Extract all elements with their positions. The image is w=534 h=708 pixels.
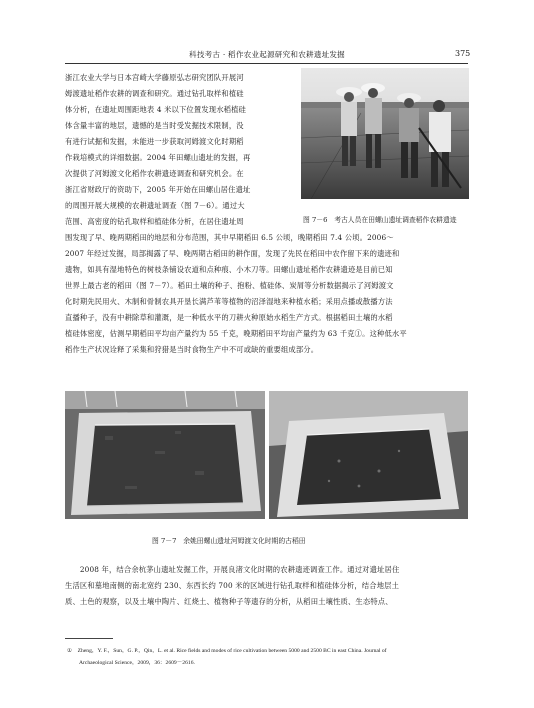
- text-line: 范围、高密度的钻孔取样和植硅体分析，在居住遗址周: [65, 217, 244, 226]
- text-line: 围发现了早、晚两期稻田的地层和分布范围，其中早期稻田 6.5 公顷，晚期稻田 7.4 公顷。2006～: [65, 233, 394, 242]
- text-line: 遗物，如具有湿地特色的树枝条铺设农道和点种痕、小木刀等。田螺山遗址稻作农耕遗迹是目前已知: [65, 265, 393, 274]
- text-line: 质、土色的观察，以及土壤中陶片、红烧土、植物种子等遗存的分析，从稻田土壤性质、生态特点、: [65, 597, 393, 606]
- text-line: 浙江农业大学与日本宫崎大学藤原弘志研究团队开展河: [65, 73, 244, 82]
- text-line: 2007 年经过发掘，局部揭露了早、晚两期古稻田的耕作面，发现了先民在稻田中农作留下来的遗迹和: [65, 249, 400, 258]
- text-line: 作栽培模式的详细数据。2004 年田螺山遗址的发掘，再: [65, 153, 251, 162]
- text-line: 体含量丰富的地层，遗憾的是当时受发掘技术限制，没: [65, 121, 244, 130]
- text-line: 直播种子，没有中耕除草和灌溉，是一种低水平的刀耕火种原始水稻生产方式。根据稻田土壤的水稻: [65, 313, 393, 322]
- text-line: 有进行试掘和发掘，未能进一步获取河姆渡文化时期稻: [65, 137, 244, 146]
- text-line: 化时期先民用火、木制和骨制农具开垦长满芦苇等植物的沼泽湿地来种植水稻；采用点播或散播方法: [65, 297, 393, 306]
- text-line: 姆渡遗址稻作农耕的调查和研究。通过钻孔取样和植硅: [65, 89, 244, 98]
- figure-7-7-photo-right: [269, 391, 468, 519]
- running-header-title: 科技考古 · 稻作农业起源研究和农耕遗址发掘: [189, 50, 345, 59]
- text-line: 体分析，在遗址周围距地表 4 米以下位置发现水稻植硅: [65, 105, 247, 114]
- text-line: 次提供了河姆渡文化稻作农耕遗迹调查和研究机会。在: [65, 169, 244, 178]
- figure-7-6-photo: [301, 68, 469, 199]
- page-number: 375: [455, 49, 471, 58]
- figure-7-7-caption: 图 7－7 余姚田螺山遗址河姆渡文化时期的古稻田: [152, 537, 306, 545]
- footnote-line: ① Zheng，Y. F.，Sun，G. P.，Qin，L. et al. Rice fields and modes of rice cultivation between 5000 and 2500 BC in east China. Journal of: [67, 648, 387, 654]
- text-line: 稻作生产状况诠释了采集和狩猎是当时食物生产中不可或缺的重要组成部分。: [65, 345, 319, 354]
- footnote-rule: [65, 638, 113, 639]
- text-line: 植硅体密度，估测早期稻田平均亩产量约为 55 千克，晚期稻田平均亩产量约为 63 千克①。这种低水平: [65, 329, 407, 338]
- text-line: 浙江省财政厅的资助下，2005 年开始在田螺山居住遗址: [65, 185, 251, 194]
- text-line: 世界上最古老的稻田（图 7－7）。稻田土壤的种子、抱粉、植硅体、炭屑等分析数据揭示了河姆渡文: [65, 281, 394, 290]
- figure-7-6-caption: 图 7－6 考古人员在田螺山遗址调查稻作农耕遗迹: [303, 216, 457, 224]
- text-line: 2008 年，结合余杭茅山遗址发掘工作，开展良渚文化时期的农耕遗迹调查工作。通过对遗址居住: [65, 565, 400, 574]
- text-line: 生活区和墓地南侧的南北宽约 230、东西长约 700 米的区域进行钻孔取样和植硅体分析，结合地层土: [65, 581, 400, 590]
- text-line: 的周围开展大规模的农耕遗址调查（图 7－6）。通过大: [65, 201, 245, 210]
- header-rule: [65, 63, 468, 64]
- footnote-line: Archaeological Science，2009，36：2609－2616.: [79, 660, 195, 666]
- figure-7-7-photo-left: [65, 391, 265, 519]
